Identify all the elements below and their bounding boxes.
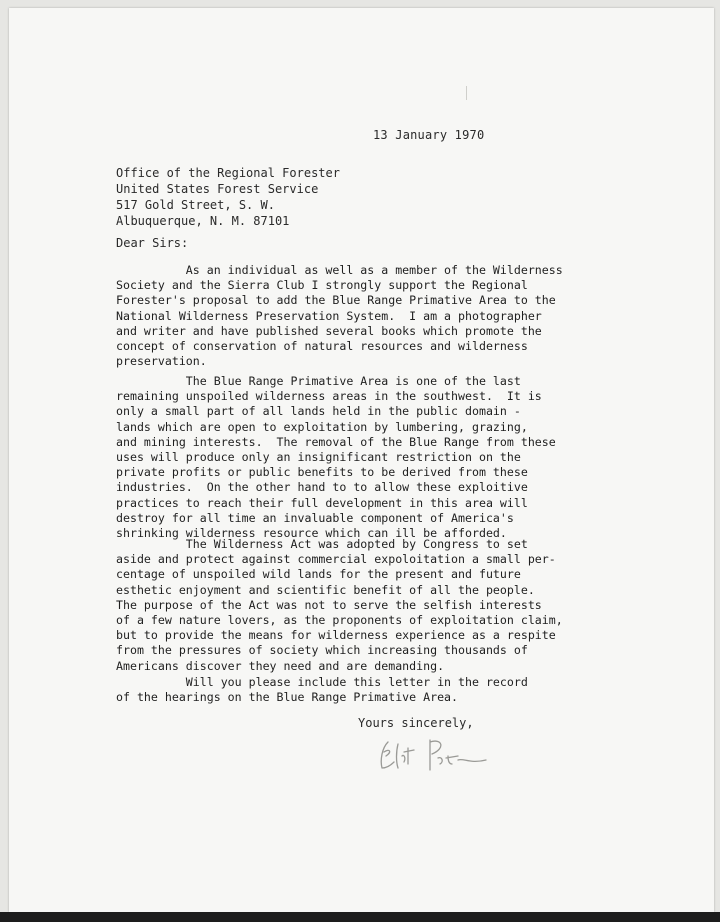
- address-line: 517 Gold Street, S. W.: [116, 198, 275, 212]
- body-paragraph-1: As an individual as well as a member of the Wilderness Society and the Sierra Club I strongly support the Regional Forester's proposal to add the Blue Range Primative Area to the National Wilderness Preservation System. I am a photographer and writer and have published several books which promote the concept of conservation of natural resources and wilderness preservation.: [116, 263, 563, 369]
- page-bottom-edge: [0, 912, 720, 922]
- body-paragraph-3: The Wilderness Act was adopted by Congress to set aside and protect against commercial expoloitation a small per- centage of unspoiled wild lands for the present and future esthetic enjoyment and scientific benefit of all the people. The purpose of the Act was not to serve the selfish interests of a few nature lovers, as the proponents of exploitation claim, but to provide the means for wilderness experience as a respite from the pressures of society which increasing thousands of Americans discover they need and are demanding.: [116, 537, 563, 673]
- handwritten-signature: [374, 734, 498, 774]
- recipient-address: [116, 165, 340, 229]
- letter-date: 13 January 1970: [373, 128, 485, 142]
- body-paragraph-4: Will you please include this letter in the record of the hearings on the Blue Range Primative Area.: [116, 675, 528, 705]
- salutation: Dear Sirs:: [116, 236, 189, 250]
- address-line: Office of the Regional Forester: [116, 166, 340, 180]
- address-line: Albuquerque, N. M. 87101: [116, 214, 290, 228]
- address-line: United States Forest Service: [116, 182, 319, 196]
- paper-mark: [466, 86, 467, 100]
- body-paragraph-2: The Blue Range Primative Area is one of the last remaining unspoiled wilderness areas in the southwest. It is only a small part of all lands held in the public domain - lands which are open to exploitation by lumbering, grazing, and mining interests. The removal of the Blue Range from these uses will produce only an insignificant restriction on the private profits or public benefits to be derived from these industries. On the other hand to to allow these exploitive practices to reach their full development in this area will destroy for all time an invaluable component of America's shrinking wilderness resource which can ill be afforded.: [116, 374, 556, 541]
- closing: Yours sincerely,: [358, 716, 474, 730]
